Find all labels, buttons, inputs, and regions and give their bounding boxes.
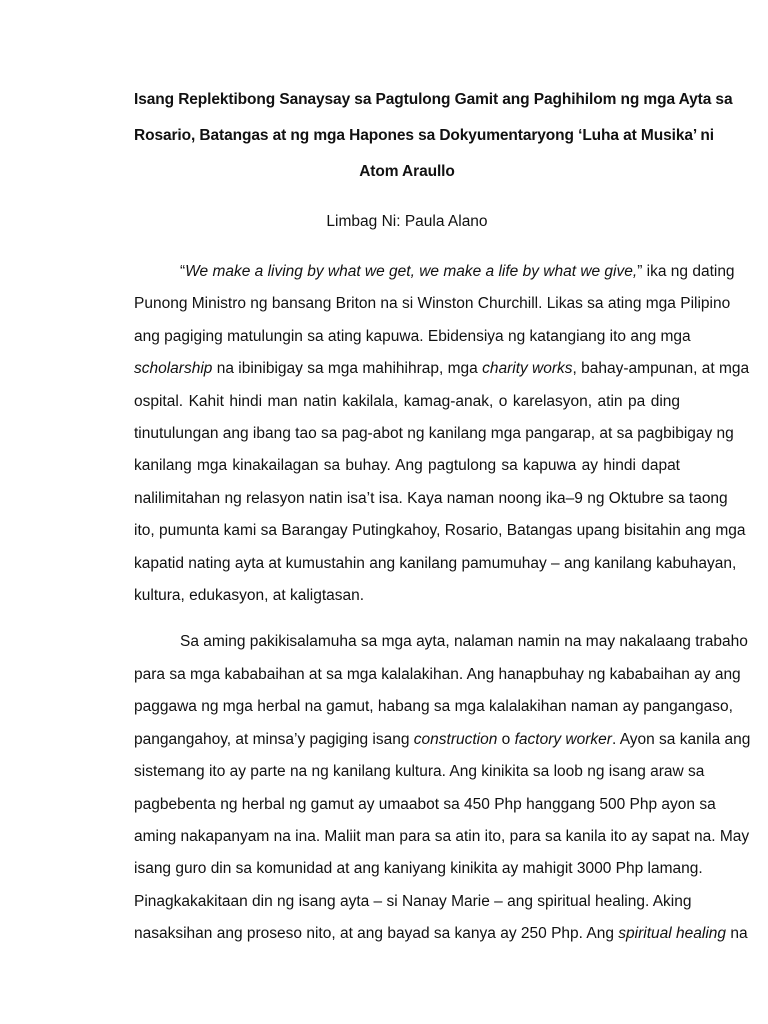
title-line: Atom Araullo [359,163,455,180]
text-line: tinutulungan ang ibang tao sa pag-abot ng kanilang mga pangarap, at sa pagbibigay ng [134,425,734,443]
author-line: Limbag Ni: Paula Alano [326,213,488,230]
paragraph-1 [134,256,750,612]
text-line: Pinagkakakitaan din ng isang ayta – si Nanay Marie – ang spiritual healing. Aking [134,892,692,910]
text-line: pangangahoy, at minsa’y pagiging isang construction o factory worker. Ayon sa kanila ang [134,730,751,748]
title-line: Rosario, Batangas at ng mga Hapones sa Dokyumentaryong ‘Luha at Musika’ ni [134,127,715,144]
text-line: nalilimitahan ng relasyon natin isa’t isa. Kaya naman noong ika–9 ng Oktubre sa taong [134,489,728,507]
text-line: ito, pumunta kami sa Barangay Putingkahoy, Rosario, Batangas upang bisitahin ang mga [134,522,746,540]
text-line: kultura, edukasyon, at kaligtasan. [134,587,365,605]
text-line: Sa aming pakikisalamuha sa mga ayta, nalaman namin na may nakalaang trabaho [180,633,748,651]
document-title [134,82,733,190]
title-line: Isang Replektibong Sanaysay sa Pagtulong Gamit ang Paghihilom ng mga Ayta sa [134,91,733,108]
text-line: aming nakapanyam na ina. Maliit man para sa atin ito, para sa kanila ito ay sapat na. May [134,827,750,845]
text-line: para sa mga kababaihan at sa mga kalalakihan. Ang hanapbuhay ng kababaihan ay ang [134,665,741,683]
text-line: ospital. Kahit hindi man natin kakilala, kamag-anak, o karelasyon, atin pa ding [134,392,680,410]
text-line: isang guro din sa komunidad at ang kaniyang kinikita ay mahigit 3000 Php lamang. [134,860,703,878]
paragraph-2 [134,626,751,950]
text-line: ang pagiging matulungin sa ating kapuwa. Ebidensiya ng katangiang ito ang mga [134,327,691,345]
quote-text: We make a living by what we get, we make a life by what we give, [185,263,638,280]
text-line: nasaksihan ang proseso nito, at ang bayad sa kanya ay 250 Php. Ang spiritual healing na [134,925,748,943]
text-line: paggawa ng mga herbal na gamut, habang sa mga kalalakihan naman ay pangangaso, [134,698,733,716]
text-line: kanilang mga kinakailagan sa buhay. Ang pagtulong sa kapuwa ay hindi dapat [134,457,680,475]
text-line: Punong Ministro ng bansang Briton na si Winston Churchill. Likas sa ating mga Pilipino [134,295,731,313]
text-line: sistemang ito ay parte na ng kanilang kultura. Ang kinikita sa loob ng isang araw sa [134,763,705,781]
text-line: pagbebenta ng herbal ng gamut ay umaabot sa 450 Php hanggang 500 Php ayon sa [134,795,716,813]
text-line: kapatid nating ayta at kumustahin ang kanilang pamumuhay – ang kanilang kabuhayan, [134,554,737,572]
text-line: “We make a living by what we get, we make a life by what we give,” ika ng dating [180,263,735,280]
text-line: scholarship na ibinibigay sa mga mahihihrap, mga charity works, bahay-ampunan, at mga [134,360,750,378]
